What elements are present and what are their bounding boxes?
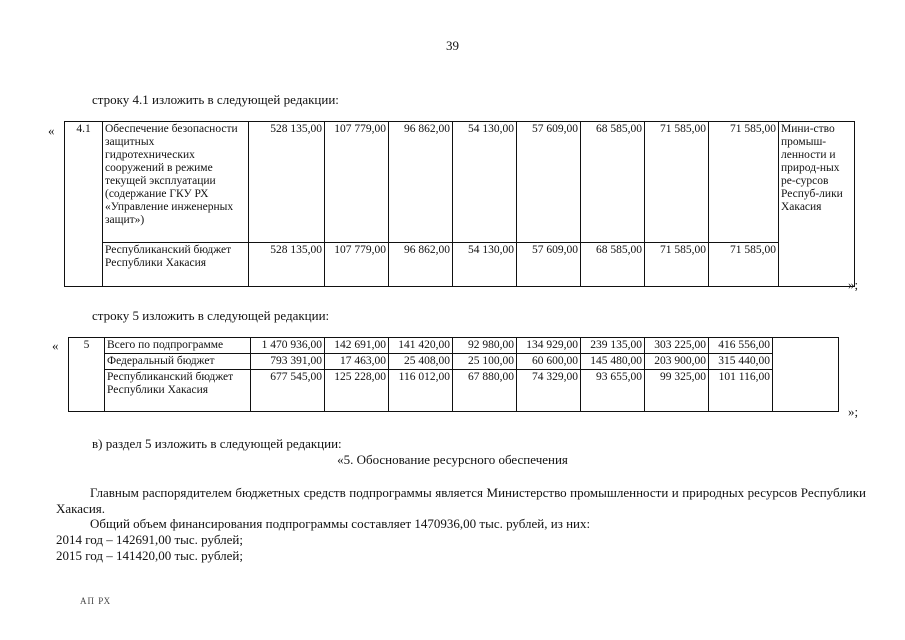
value-cell: 677 545,00 (251, 370, 325, 412)
value-cell: 528 135,00 (249, 122, 325, 243)
item-name: Всего по подпрограмме (105, 338, 251, 354)
table-row (65, 122, 855, 243)
footer-stamp: АП РХ (80, 596, 112, 606)
line-2015: 2015 год – 141420,00 тыс. рублей; (56, 548, 243, 563)
value-cell: 54 130,00 (453, 243, 517, 287)
value-cell: 239 135,00 (581, 338, 645, 354)
item-name: Республиканский бюджет Республики Хакасия (105, 370, 251, 412)
table-row (69, 370, 839, 412)
value-cell: 528 135,00 (249, 243, 325, 287)
paragraph-total-funding: Общий объем финансирования подпрограммы составляет 1470936,00 тыс. рублей, из них: (90, 516, 591, 531)
value-cell: 71 585,00 (645, 122, 709, 243)
value-cell: 315 440,00 (709, 354, 773, 370)
value-cell: 101 116,00 (709, 370, 773, 412)
value-cell: 96 862,00 (389, 122, 453, 243)
row-number: 4.1 (65, 122, 103, 287)
line-2014: 2014 год – 142691,00 тыс. рублей; (56, 532, 243, 547)
value-cell: 71 585,00 (709, 122, 779, 243)
opening-quote: « (52, 338, 59, 353)
value-cell: 17 463,00 (325, 354, 389, 370)
value-cell: 25 408,00 (389, 354, 453, 370)
table-row-5 (68, 337, 839, 412)
table-row (69, 338, 839, 354)
value-cell: 793 391,00 (251, 354, 325, 370)
executor-cell: Мини-ство промыш-ленности и природ-ных ре-сурсов Респуб-лики Хакасия (779, 122, 855, 287)
executor-cell (773, 338, 839, 412)
value-cell: 141 420,00 (389, 338, 453, 354)
instruction-row-5: строку 5 изложить в следующей редакции: (92, 308, 330, 323)
value-cell: 107 779,00 (325, 243, 389, 287)
value-cell: 68 585,00 (581, 243, 645, 287)
value-cell: 93 655,00 (581, 370, 645, 412)
value-cell: 203 900,00 (645, 354, 709, 370)
value-cell: 74 329,00 (517, 370, 581, 412)
opening-quote: « (48, 123, 55, 138)
row-number: 5 (69, 338, 105, 412)
item-name: Федеральный бюджет (105, 354, 251, 370)
value-cell: 54 130,00 (453, 122, 517, 243)
value-cell: 67 880,00 (453, 370, 517, 412)
value-cell: 57 609,00 (517, 243, 581, 287)
page-number: 39 (446, 38, 459, 53)
value-cell: 71 585,00 (709, 243, 779, 287)
value-cell: 125 228,00 (325, 370, 389, 412)
table-row (65, 243, 855, 287)
table-row (69, 354, 839, 370)
instruction-section-5: в) раздел 5 изложить в следующей редакции: (92, 436, 342, 451)
value-cell: 107 779,00 (325, 122, 389, 243)
value-cell: 57 609,00 (517, 122, 581, 243)
instruction-row-4-1: строку 4.1 изложить в следующей редакции: (92, 92, 339, 107)
value-cell: 92 980,00 (453, 338, 517, 354)
value-cell: 99 325,00 (645, 370, 709, 412)
value-cell: 134 929,00 (517, 338, 581, 354)
section-heading: «5. Обоснование ресурсного обеспечения (337, 452, 568, 467)
value-cell: 416 556,00 (709, 338, 773, 354)
value-cell: 142 691,00 (325, 338, 389, 354)
value-cell: 60 600,00 (517, 354, 581, 370)
paragraph-main-manager: Главным распорядителем бюджетных средств подпрограммы является Министерство промышленности и природных ресурсов Республики Хакасия. (56, 485, 866, 516)
value-cell: 96 862,00 (389, 243, 453, 287)
value-cell: 145 480,00 (581, 354, 645, 370)
table-row-4-1 (64, 121, 855, 287)
value-cell: 1 470 936,00 (251, 338, 325, 354)
closing-quote: »; (848, 277, 859, 292)
closing-quote: »; (848, 404, 859, 419)
item-name: Обеспечение безопасности защитных гидротехнических сооружений в режиме текущей эксплуатации (содержание ГКУ РХ «Управление инженерных защит») (103, 122, 249, 243)
value-cell: 303 225,00 (645, 338, 709, 354)
value-cell: 71 585,00 (645, 243, 709, 287)
value-cell: 25 100,00 (453, 354, 517, 370)
sub-item-name: Республиканский бюджет Республики Хакасия (103, 243, 249, 287)
value-cell: 68 585,00 (581, 122, 645, 243)
value-cell: 116 012,00 (389, 370, 453, 412)
